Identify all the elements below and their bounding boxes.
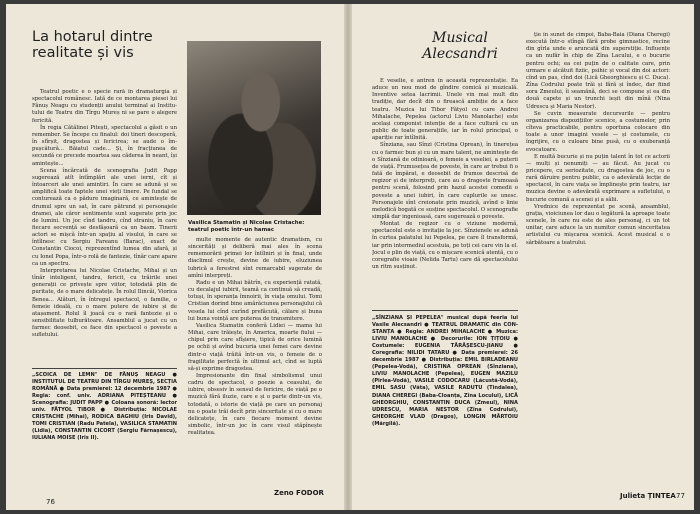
left-article-title: La hotarul dintre realitate și vis [32, 29, 153, 61]
divider [372, 310, 518, 311]
right-page [350, 4, 694, 510]
paragraph: Teatrul poetic e o specie rară în dramaturgia și spectacolul românesc. Iată de ce montarea piesei lui Fănuș Neagu cu studenții anului terminal ai Institutului de Teatru din Tîrgu Mureș ni se pare o alegere fericită. [32, 89, 177, 124]
left-production-credits: „SCOICA DE LEMN" DE FĂNUȘ NEAGU ● INSTITUTUL DE TEATRU DIN TÎRGU MUREȘ, SECȚIA ROMÂNĂ ● Data premierei: 12 decembrie 1987 ● Regia: conf. univ. ADRIANA PITEȘTEANU ● Scenografia: JUDIT PAPP ● Coloana sonoră: lector univ. FĂTYOL TIBOR ● Distribuția: NICOLAE CRISTACHE (Mihai), RODICA BAGHIU (Iris David), TOMI CRISTIAN (Radu Patela), VASILICA STAMATIN (Lidia), CONSTANTIN CICORT (Sergiu Fărnașescu), IULIANA MOISE (Iris II). [32, 372, 177, 442]
magazine-spread [6, 4, 694, 510]
left-article-signature: Zeno FODOR [274, 489, 324, 497]
paragraph: Se cuvin measurate decursurile — pentru organizarea dispozițiilor scenice, a costumelor, prin cîteva practicabile, pentru oportuna colocare din toate a unor imagini vesele — și costumele, cu îngrijire, cu o culoare bine pusă, cu o exuberanță evocatoare. [526, 110, 670, 153]
page-number-right: 77 [676, 492, 685, 500]
paragraph: Montat de regizor cu o viziune modernă, spectacolul este o invitație la joc. Sînzienele se adună în curtea palatului lui Pepelea, pe care îl transformă, iar prin intermediul acestuia, pe toți cei care vin la el. Jocul e plin de viață, cu o mișcare scenică atentă, cu o coregrafie vioaie (Nelida Tartu) care dă spectacolului un ritm susținut. [372, 221, 518, 271]
right-article-signature: Julieta ȚINTEA [620, 492, 676, 500]
paragraph: Radu e un Mihai bătrîn, cu experiență ratată, cu decalajul iubirii, teamă ca continuă să creadă, totuși, în speranța îmnoirii, în viața omului. Tomi Cristian dorind bine amărăciunea personajului că vesela lui cînd curînd prefăcută, călare și buna lui buna voință are puterea de transmitere. [188, 279, 322, 322]
left-page [6, 4, 346, 510]
right-article-column-1 [372, 78, 518, 306]
paragraph: Vrednice de reprezentat pe scenă, ansamblul, grația, vioiciunea lor dau o legătură la aproape toate scenele, în care nu este de ales personaj, ci un tot unitar, care aduce la un numitor comun sinceritatea artistului cu mișcarea scenică. Acest musical e o sărbătoare a teatrului. [526, 203, 670, 246]
paragraph: multe momente de autentic dramatism, cu sincerități și deliberă mai ales în scena rememorării primei lor întîlniri și în final, unde diaclimul crește, devine de iubire, eluziunea lubrică a ferestrei sînt remarcabil sugerate de amîni interpreți. [188, 237, 322, 279]
paragraph: Vasilica Stamatin conferă Lidiei — mama lui Mihai, care trăiește, în America, moarte fiului — chipul prin care sfîșiere, tipică de orice lumină pe ochii și avînd bucuria unei femei care devine dintr-o viață trăită într-un vis, o femeie de o fragilitate perfectă în ultimul act, cînd se luptă să-și exprime dragostea. [188, 322, 322, 372]
left-article-column-1 [32, 89, 177, 365]
photo-caption: Vasilica Stamatin și Nicolae Cristache: teatrul poetic într-un hamac [188, 220, 305, 233]
paragraph: E multă bucurie și nu puțin talent în tot ce actorii — mulți și nenumiți — au făcut. Au jucat cu pricepere, cu seriozitate, cu dragostea de joc, cu o rară dăruire pentru public, ca o adevărată lecție de spectacol, în care viața se împlinește prin teatru, iar muzica devine o adevărată exprimare a sufletului, o bucurie comună a scenei și a sălii. [526, 153, 670, 203]
paragraph: În regia Cătălinei Pitești, spectacolul a găsit o un remember. Se începe cu finalul: doi tineri descoperă, în sfîrșit, dragostea și fericirea; se aude o împușcătură... Băiatul cade... Și, în fracțiunea de secundă ce precede moartea sau căderea în neant, își amintește... [32, 124, 177, 167]
paragraph: Sînziana, sau Sînzi (Cristina Oprean), în tinerețea cu o farmec bun și cu un mare talent, ne amintește de o Sînziană de odinioară, o femeie a veseliei, a puterii de viață. Frumusețea de poveste, în care ar trebui fi o fată de împărat, e deosebit de frumos descrisă de regizor și de interpreți, care au o dragoste frumoasă pentru scenă, folosind prin hazul acestei comedii o poveste a unei iubiri, în care cuplurile se unesc. Personajele sînt creionate prin muzică, avînd o linie melodică bogată ce susține spectacolul. O scenografie simplă dar ingenioasă, care sugerează o poveste. [372, 142, 518, 220]
production-photo [187, 41, 321, 215]
paragraph: Interpretarea lui Nicolae Cristache, Mihai și un tînăr inteligent, tandru, fericit, cu trăirile unei generații ce privește spre viitor, totodată plin de puritate, de o mare delicatețe. În rolul Ilincăi, Viorica Benea... Alături, în întregul spectacol, o familie, o femeie ideală, cu o mare putere de iubire și de atașament. Rolul îl joacă cu o rară fantezie și o sensibilitate tulburătoare. Ansamblul a jucat cu un farmec deosebit, ce face din spectacol o poveste a sufletului. [32, 267, 177, 339]
right-production-credits: „SÎNZIANA ȘI PEPELEA" musical după feeria lui Vasile Alecsandri ● TEATRUL DRAMATIC din CONSTANȚA ● Regia: ANDREI MIHALACHE ● Muzica: LIVIU MANOLACHE ● Decorurile: ION ȚIȚOIU ● Costumele: EUGENIA TĂRĂȘESCU-JIANU ● Coregrafia: NILIDI TATARU ● Data premierei: 26 decembrie 1987 ● Distribuția: EMIL BIRLADEANU (Pepelea-Vodă), CRISTINA OPREAN (Sînziana), LIVIU MANOLACHE (Pepelea), EUGEN MAZILU (Pirlea-Vodă), VASILE CODOCARU (Lăcustă-Vodă), EMIL SASU (Văta), VASILE RADUTU (Tindalea), DIANA CHEREGI (Baba-Cloanța, Zîna Locului), LICĂ GHEORGHIU, CONSTANTIN DUCA (Zmeul), NINA UDRESCU, MARIA NESTOR (Zîna Codrului), GHEORGHE VLAD (Dragoș), LONGIN MĂRTOIU (Mărgilă). [372, 315, 518, 427]
paragraph: Impresionante din final simbolismul unui cadru de spectacol, o poezie a ceasului, de iubire, obsesiv în sensul de fericire, de viață pe o muzică fără iluzie, care e și o parte dintr-un vis, totodată, o istorie de viață pe care un personaj nu o poate trăi decît prin sinceritate și cu o mare delicatețe, în care fiecare moment devine simbolic, într-un joc în care visul stăpînește realitatea. [188, 372, 322, 437]
right-article-column-2 [526, 32, 670, 490]
paragraph: ție în sunet de cimpoi, Baba-Baia (Diana Cheregi) execută într-o stîngă fără probe gimnastice, recine din gîrla unde e aruncată din superstiție. Influențe ca un nufăr în chip de Zîna Lacului, e o bucurie pentru ochi; ea cei puțin de o calitate care, prin urmare e alcătuit fiziic, psihic și vocal din doi actori: cînd un pas, cînd doi (Lică Gheorghiescu și C. Duca). Zîna Codrului poate trăi și fără și îndec, dar fiind sora Zmeului, îi seamănă, deci se compune și ea din două capete și un trunchi ieșit din mînă (Nina Udrescu și Maria Nestor). [526, 32, 670, 110]
paragraph: E veselie, e antren în această reprezentație. Ea aduce un nou mod de gîndire comică și muzicală. Inventive setea lacrimii. Unele vin mai mult din tradiție, dar decît din o firească ambiție de a face teatru. Muzica lui Tibor Fătyol cu care Andrei Mihalache, Pepelea (actorul Liviu Manolache) este același componist intenție de a face cultură cu un public de toate generațiile, iar în rolul principal, o apariție rar întîlnită. [372, 78, 518, 142]
divider [32, 368, 177, 369]
page-number-left: 76 [46, 498, 55, 506]
left-article-column-2 [188, 237, 322, 485]
right-article-title: Musical Alecsandri [422, 30, 498, 62]
paragraph: Scena încărcată de scenografia Judit Papp sugerează atît întîmplări ale unei ierni, cît și întoarceri ale unei amintiri. În care se adună și se amplifică toate faptele unei vieți tinere. Pe fundal se conturează ca o pădure imaginară, ce amintește de drumul spre un sat, în care pătrund și personajele dramei, ale căror sentimente sunt sugerate prin joc de lumini. Un joc cînd tandru, cînd straniu, în care fiecare secvență se desfășoară ca un basm. Tinerii actori se mișcă într-un spațiu al visului, în care se întîlnesc cu Sergiu Fareanu (Barac), exact de Constantin Ciocoi, reprezentînd lumea din afară, și cu Ionel Popa, într-o rolă de fantezie, tînăr care apare ca un spectru. [32, 167, 177, 267]
